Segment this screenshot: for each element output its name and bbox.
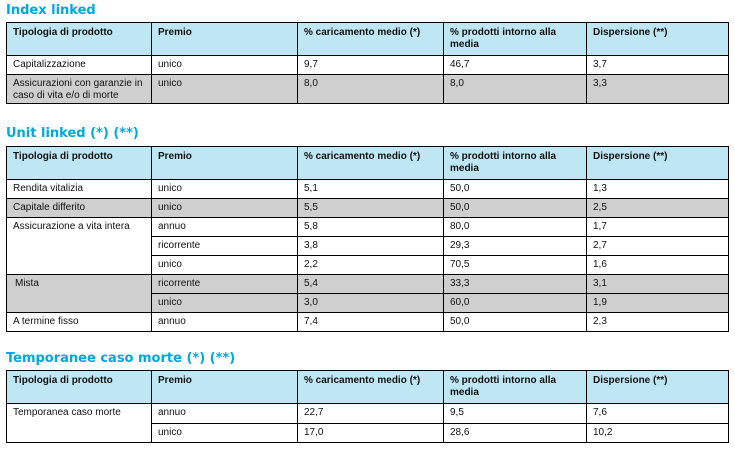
- cell-dispersione: 3,1: [587, 275, 729, 294]
- cell-caricamento: 5,8: [298, 218, 444, 237]
- table-row: [7, 218, 729, 237]
- cell-tipologia: A termine fisso: [7, 313, 152, 332]
- table-row: [7, 199, 729, 218]
- section-title-temporanee-caso-morte: Temporanee caso morte (*) (**): [6, 351, 236, 366]
- cell-caricamento: 9,7: [298, 56, 444, 75]
- table-row: [7, 256, 729, 275]
- cell-prodotti: 33,3: [444, 275, 587, 294]
- table-unit-linked: [6, 146, 729, 332]
- cell-caricamento: 5,1: [298, 180, 444, 199]
- cell-caricamento: 7,4: [298, 313, 444, 332]
- cell-dispersione: 7,6: [587, 404, 729, 424]
- table-index-linked: [6, 22, 729, 104]
- cell-caricamento: 8,0: [298, 75, 444, 104]
- table-row: [7, 424, 729, 443]
- cell-dispersione: 1,7: [587, 218, 729, 237]
- cell-tipologia: [7, 294, 152, 313]
- section-title-unit-linked: Unit linked (*) (**): [6, 126, 139, 141]
- cell-tipologia: Capitale differito: [7, 199, 152, 218]
- cell-dispersione: 2,5: [587, 199, 729, 218]
- cell-tipologia: [7, 256, 152, 275]
- column-header-dispersione: Dispersione (**): [587, 147, 729, 180]
- cell-caricamento: 5,4: [298, 275, 444, 294]
- cell-caricamento: 3,0: [298, 294, 444, 313]
- cell-premio: ricorrente: [152, 237, 298, 256]
- cell-premio: unico: [152, 256, 298, 275]
- cell-dispersione: 2,3: [587, 313, 729, 332]
- cell-premio: ricorrente: [152, 275, 298, 294]
- column-header-prodotti: % prodotti intorno alla media: [444, 23, 587, 56]
- cell-premio: unico: [152, 180, 298, 199]
- cell-premio: unico: [152, 56, 298, 75]
- cell-dispersione: 3,3: [587, 75, 729, 104]
- cell-tipologia: Mista: [7, 275, 152, 294]
- cell-dispersione: 1,6: [587, 256, 729, 275]
- cell-tipologia: Assicurazioni con garanzie in caso di vita e/o di morte: [7, 75, 152, 104]
- cell-prodotti: 8,0: [444, 75, 587, 104]
- cell-prodotti: 46,7: [444, 56, 587, 75]
- cell-dispersione: 1,3: [587, 180, 729, 199]
- section-title-index-linked: Index linked: [6, 3, 96, 18]
- column-header-caricamento: % caricamento medio (*): [298, 147, 444, 180]
- table-row: [7, 180, 729, 199]
- cell-caricamento: 5,5: [298, 199, 444, 218]
- cell-premio: annuo: [152, 313, 298, 332]
- cell-prodotti: 28,6: [444, 424, 587, 443]
- cell-prodotti: 80,0: [444, 218, 587, 237]
- cell-tipologia: [7, 424, 152, 443]
- column-header-caricamento: % caricamento medio (*): [298, 23, 444, 56]
- table-row: [7, 75, 729, 104]
- table-header-row: [7, 147, 729, 180]
- cell-dispersione: 3,7: [587, 56, 729, 75]
- cell-prodotti: 50,0: [444, 180, 587, 199]
- cell-prodotti: 9,5: [444, 404, 587, 424]
- column-header-tipologia: Tipologia di prodotto: [7, 147, 152, 180]
- cell-dispersione: 10,2: [587, 424, 729, 443]
- column-header-prodotti: % prodotti intorno alla media: [444, 371, 587, 404]
- table-temporanee-caso-morte: [6, 370, 729, 443]
- column-header-caricamento: % caricamento medio (*): [298, 371, 444, 404]
- cell-prodotti: 29,3: [444, 237, 587, 256]
- cell-tipologia: Temporanea caso morte: [7, 404, 152, 424]
- cell-tipologia: Assicurazione a vita intera: [7, 218, 152, 237]
- column-header-dispersione: Dispersione (**): [587, 23, 729, 56]
- cell-caricamento: 3,8: [298, 237, 444, 256]
- column-header-prodotti: % prodotti intorno alla media: [444, 147, 587, 180]
- cell-prodotti: 50,0: [444, 199, 587, 218]
- table-header-row: [7, 23, 729, 56]
- cell-premio: unico: [152, 424, 298, 443]
- table-row: [7, 275, 729, 294]
- cell-premio: unico: [152, 75, 298, 104]
- table-row: [7, 313, 729, 332]
- table-row: [7, 404, 729, 424]
- column-header-dispersione: Dispersione (**): [587, 371, 729, 404]
- table-header-row: [7, 371, 729, 404]
- cell-tipologia: Rendita vitalizia: [7, 180, 152, 199]
- column-header-tipologia: Tipologia di prodotto: [7, 371, 152, 404]
- cell-premio: unico: [152, 294, 298, 313]
- table-row: [7, 237, 729, 256]
- table-row: [7, 56, 729, 75]
- column-header-premio: Premio: [152, 147, 298, 180]
- cell-caricamento: 2,2: [298, 256, 444, 275]
- cell-premio: unico: [152, 199, 298, 218]
- cell-tipologia: Capitalizzazione: [7, 56, 152, 75]
- cell-dispersione: 2,7: [587, 237, 729, 256]
- cell-premio: annuo: [152, 404, 298, 424]
- cell-prodotti: 50,0: [444, 313, 587, 332]
- table-row: [7, 294, 729, 313]
- column-header-premio: Premio: [152, 23, 298, 56]
- cell-dispersione: 1,9: [587, 294, 729, 313]
- cell-prodotti: 60,0: [444, 294, 587, 313]
- cell-caricamento: 17,0: [298, 424, 444, 443]
- column-header-tipologia: Tipologia di prodotto: [7, 23, 152, 56]
- cell-tipologia: [7, 237, 152, 256]
- column-header-premio: Premio: [152, 371, 298, 404]
- cell-caricamento: 22,7: [298, 404, 444, 424]
- cell-prodotti: 70,5: [444, 256, 587, 275]
- cell-premio: annuo: [152, 218, 298, 237]
